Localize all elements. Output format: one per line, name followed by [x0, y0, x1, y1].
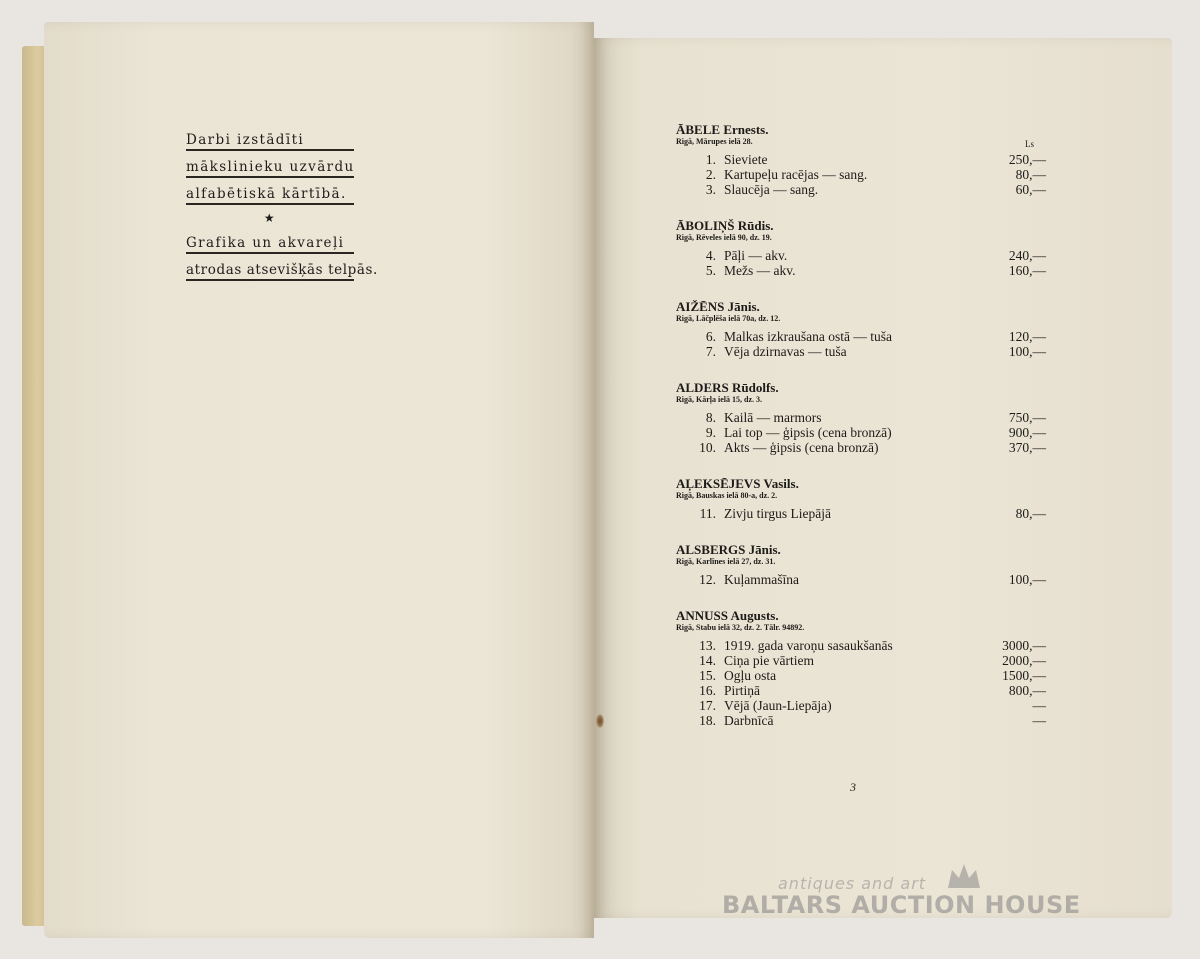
notice-line: Darbi izstādīti	[186, 130, 354, 151]
artwork-price: 80,—	[1015, 167, 1046, 182]
artwork-price: 80,—	[1015, 506, 1046, 521]
artwork-number: 9.	[705, 425, 716, 440]
artwork-title: Darbnīcā	[724, 713, 774, 728]
artwork-price: 900,—	[1008, 425, 1046, 440]
artwork-price: 60,—	[1015, 182, 1046, 197]
artwork-title: Kailā — marmors	[724, 410, 822, 425]
artwork-number: 10.	[699, 440, 716, 455]
notice-line: mākslinieku uzvārdu	[186, 157, 354, 178]
artwork-number: 6.	[705, 329, 716, 344]
artist-entry	[676, 299, 1046, 359]
artist-entry	[676, 476, 1046, 521]
artist-address: Rigā, Bauskas ielā 80-a, dz. 2.	[676, 491, 778, 500]
artist-entry	[676, 122, 1046, 197]
artwork-row	[676, 506, 1046, 521]
artwork-price: 100,—	[1008, 572, 1046, 587]
artwork-price: 1500,—	[1002, 668, 1046, 683]
artwork-number: 18.	[699, 713, 716, 728]
artist-address: Rigā, Lāčplēša ielā 70a, dz. 12.	[676, 314, 781, 323]
artwork-price: 370,—	[1008, 440, 1046, 455]
artist-address: Rigā, Rēveles ielā 90, dz. 19.	[676, 233, 772, 242]
artist-name: AĻEKSĒJEVS Vasils.	[676, 476, 799, 491]
artwork-title: Vēja dzirnavas — tuša	[724, 344, 847, 359]
artwork-title: Ciņa pie vārtiem	[724, 653, 814, 668]
page-number: 3	[850, 780, 856, 794]
watermark-name: BALTARS AUCTION HOUSE	[722, 891, 1081, 919]
artist-name: ĀBOLIŅŠ Rūdis.	[676, 218, 774, 233]
artwork-number: 11.	[699, 506, 716, 521]
artist-entry	[676, 218, 1046, 278]
artwork-catalog	[676, 122, 1046, 728]
artwork-price: 160,—	[1008, 263, 1046, 278]
artwork-number: 12.	[699, 572, 716, 587]
artwork-row	[676, 344, 1046, 359]
artwork-row	[676, 668, 1046, 683]
page-stain	[596, 714, 604, 728]
artwork-title: Lai top — ģipsis (cena bronzā)	[724, 425, 892, 440]
artwork-title: Malkas izkraušana ostā — tuša	[724, 329, 892, 344]
notice-line: alfabētiskā kārtībā.	[186, 184, 354, 205]
artwork-number: 14.	[699, 653, 716, 668]
star-separator: ★	[263, 211, 277, 225]
artwork-row	[676, 410, 1046, 425]
artwork-row	[676, 167, 1046, 182]
artist-address: Rigā, Kārļa ielā 15, dz. 3.	[676, 395, 762, 404]
artist-entry	[676, 542, 1046, 587]
artwork-row	[676, 263, 1046, 278]
artwork-price: 120,—	[1008, 329, 1046, 344]
artwork-title: Sieviete	[724, 152, 768, 167]
artwork-title: 1919. gada varoņu sasaukšanās	[724, 638, 893, 653]
artist-name: AIŽĒNS Jānis.	[676, 299, 760, 314]
artwork-row	[676, 638, 1046, 653]
artist-name: ĀBELE Ernests.	[676, 122, 769, 137]
artwork-title: Pirtiņā	[724, 683, 760, 698]
artwork-price: 750,—	[1008, 410, 1046, 425]
artwork-price: 800,—	[1008, 683, 1046, 698]
artwork-row	[676, 329, 1046, 344]
artwork-title: Zivju tirgus Liepājā	[724, 506, 831, 521]
artwork-row	[676, 440, 1046, 455]
artwork-title: Kartupeļu racējas — sang.	[724, 167, 868, 182]
artist-address: Rigā, Karlīnes ielā 27, dz. 31.	[676, 557, 776, 566]
artwork-number: 1.	[705, 152, 716, 167]
notice-line: atrodas atsevišķās telpās.	[186, 260, 354, 281]
watermark-tagline: antiques and art	[778, 874, 927, 893]
artwork-number: 15.	[699, 668, 716, 683]
artwork-price: 240,—	[1008, 248, 1046, 263]
artwork-price: 250,—	[1008, 152, 1046, 167]
artwork-number: 7.	[705, 344, 716, 359]
artwork-price: 2000,—	[1002, 653, 1046, 668]
artwork-row	[676, 248, 1046, 263]
artist-name: ALSBERGS Jānis.	[676, 542, 781, 557]
artwork-price: —	[1032, 698, 1046, 713]
artwork-row	[676, 683, 1046, 698]
artwork-title: Mežs — akv.	[724, 263, 796, 278]
artwork-number: 2.	[705, 167, 716, 182]
artist-entry	[676, 380, 1046, 455]
artwork-title: Slaucēja — sang.	[724, 182, 819, 197]
artwork-row	[676, 713, 1046, 728]
artwork-row	[676, 572, 1046, 587]
artwork-title: Akts — ģipsis (cena bronzā)	[724, 440, 879, 455]
notice-line: Grafika un akvareļi	[186, 233, 354, 254]
artwork-price: —	[1032, 713, 1046, 728]
artwork-number: 3.	[705, 182, 716, 197]
artist-name: ALDERS Rūdolfs.	[676, 380, 779, 395]
artwork-number: 16.	[699, 683, 716, 698]
artwork-price: 3000,—	[1002, 638, 1046, 653]
currency-label: Ls	[1025, 139, 1034, 149]
artwork-title: Vējā (Jaun-Liepāja)	[724, 698, 832, 713]
artwork-title: Pāļi — akv.	[724, 248, 788, 263]
artist-name: ANNUSS Augusts.	[676, 608, 779, 623]
crown-icon	[944, 862, 984, 892]
artwork-row	[676, 425, 1046, 440]
artwork-row	[676, 152, 1046, 167]
exhibition-notice	[186, 130, 378, 287]
artwork-number: 8.	[705, 410, 716, 425]
artwork-number: 13.	[699, 638, 716, 653]
artist-entry	[676, 608, 1046, 728]
artwork-title: Kuļammašīna	[724, 572, 799, 587]
artwork-price: 100,—	[1008, 344, 1046, 359]
artwork-title: Ogļu osta	[724, 668, 777, 683]
artwork-row	[676, 653, 1046, 668]
artwork-number: 4.	[705, 248, 716, 263]
artwork-row	[676, 182, 1046, 197]
artist-address: Rigā, Mārupes ielā 28.	[676, 137, 753, 146]
artwork-number: 17.	[699, 698, 716, 713]
artwork-row	[676, 698, 1046, 713]
artist-address: Rigā, Stabu ielā 32, dz. 2. Tālr. 94892.	[676, 623, 805, 632]
artwork-number: 5.	[705, 263, 716, 278]
